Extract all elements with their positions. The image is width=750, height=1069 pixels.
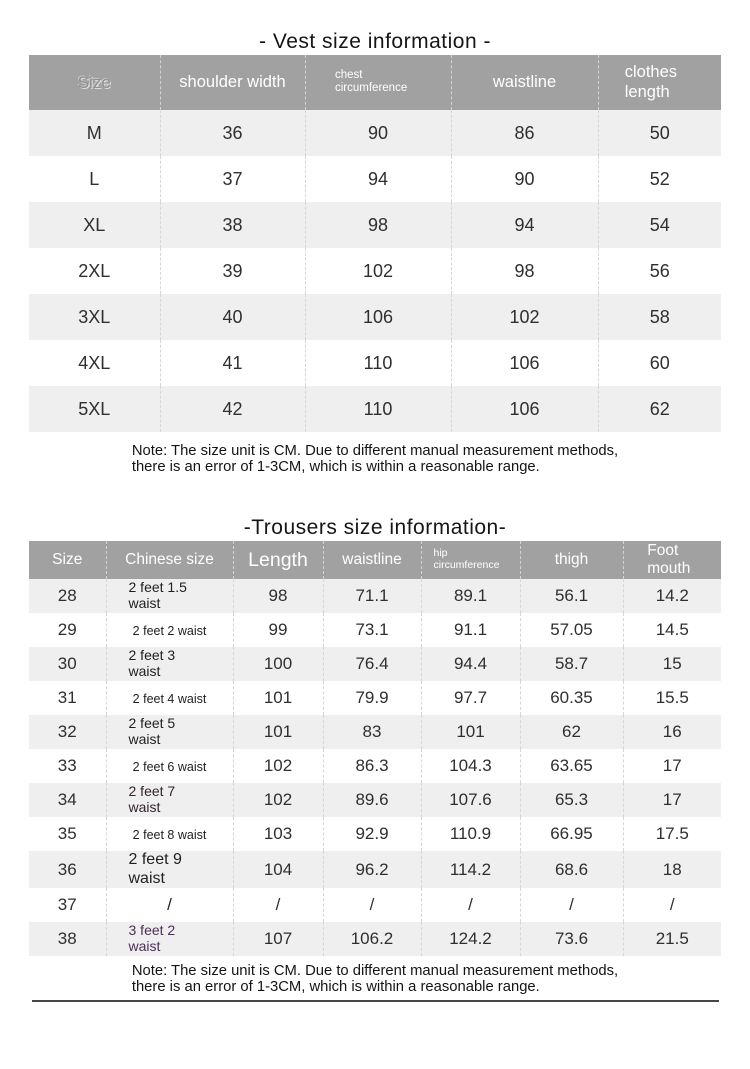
value-cell: 99 (233, 613, 323, 647)
chinese-size-cell: / (106, 888, 233, 922)
value-cell: 39 (160, 248, 305, 294)
trousers-table-header (29, 541, 721, 579)
column-header: Size (29, 541, 106, 579)
value-cell: 89.6 (323, 783, 421, 817)
value-cell: 107.6 (421, 783, 520, 817)
value-cell: 40 (160, 294, 305, 340)
value-cell: 90 (305, 110, 451, 156)
value-cell: 98 (451, 248, 598, 294)
trousers-section-title: -Trousers size information- (243, 516, 507, 539)
chinese-size-cell: 2 feet 6 waist (106, 749, 233, 783)
table-row (29, 340, 721, 386)
size-label-cell: 34 (29, 783, 106, 817)
value-cell: 73.6 (520, 922, 623, 956)
column-header: thigh (520, 541, 623, 579)
vest-table-body (29, 110, 721, 432)
value-cell: 38 (160, 202, 305, 248)
column-header: Chinese size (106, 541, 233, 579)
chinese-size-cell: 2 feet 1.5 waist (106, 579, 233, 613)
column-header: waistline (323, 541, 421, 579)
column-header: Size (29, 55, 160, 110)
value-cell: 86.3 (323, 749, 421, 783)
value-cell: 83 (323, 715, 421, 749)
value-cell: 60 (598, 340, 721, 386)
table-row (29, 715, 721, 749)
value-cell: 52 (598, 156, 721, 202)
value-cell: 124.2 (421, 922, 520, 956)
table-row (29, 681, 721, 715)
value-cell: 58 (598, 294, 721, 340)
value-cell: 62 (520, 715, 623, 749)
chinese-size-cell: 2 feet 9 waist (106, 851, 233, 888)
value-cell: 92.9 (323, 817, 421, 851)
value-cell: 54 (598, 202, 721, 248)
value-cell: 106 (451, 386, 598, 432)
value-cell: 101 (421, 715, 520, 749)
table-row (29, 851, 721, 888)
value-cell: 14.5 (623, 613, 721, 647)
table-row (29, 817, 721, 851)
trousers-note-line1: Note: The size unit is CM. Due to different manual measurement methods, (131, 963, 619, 980)
value-cell: 65.3 (520, 783, 623, 817)
size-label-cell: 35 (57, 824, 77, 844)
chinese-size-cell: 2 feet 4 waist (106, 681, 233, 715)
chinese-size-cell: 2 feet 5 waist (106, 715, 233, 749)
value-cell: 110 (305, 386, 451, 432)
value-cell: 104.3 (421, 749, 520, 783)
value-cell: 15 (623, 647, 721, 681)
value-cell: 114.2 (421, 851, 520, 888)
value-cell: 66.95 (520, 817, 623, 851)
header-row (29, 55, 721, 110)
size-label-cell: 28 (29, 579, 106, 613)
trousers-table-body (29, 579, 721, 956)
value-cell: 103 (233, 817, 323, 851)
value-cell: 17.5 (623, 817, 721, 851)
value-cell: 90 (451, 156, 598, 202)
table-row (29, 156, 721, 202)
trousers-note (0, 963, 750, 996)
value-cell: 94 (451, 202, 598, 248)
value-cell: 16 (623, 715, 721, 749)
value-cell: 102 (233, 749, 323, 783)
column-header: chest circumference (305, 55, 451, 110)
column-header: clothes length (598, 55, 721, 110)
value-cell: / (233, 888, 323, 922)
value-cell: 98 (233, 579, 323, 613)
trousers-size-table (29, 541, 721, 956)
value-cell: 89.1 (421, 579, 520, 613)
vest-size-table (29, 55, 721, 432)
column-header: Length (233, 541, 323, 579)
value-cell: 41 (160, 340, 305, 386)
value-cell: 101 (233, 715, 323, 749)
size-label-cell: 32 (29, 715, 106, 749)
value-cell: 62 (598, 386, 721, 432)
value-cell: 17 (623, 783, 721, 817)
table-row (29, 613, 721, 647)
value-cell: 42 (160, 386, 305, 432)
table-row (29, 202, 721, 248)
trousers-note-line2: there is an error of 1-3CM, which is within a reasonable range. (131, 979, 540, 996)
size-label-cell: 38 (29, 922, 106, 956)
value-cell: 79.9 (323, 681, 421, 715)
size-label-cell: 36 (29, 851, 106, 888)
size-label-cell: 5XL (29, 386, 160, 432)
value-cell: 102 (233, 783, 323, 817)
value-cell: 106 (305, 294, 451, 340)
value-cell: 37 (160, 156, 305, 202)
table-row (29, 110, 721, 156)
value-cell: 63.65 (520, 749, 623, 783)
value-cell: / (421, 888, 520, 922)
value-cell: 36 (160, 110, 305, 156)
chinese-size-cell: 3 feet 2 waist (106, 922, 233, 956)
vest-note-line2: there is an error of 1-3CM, which is within a reasonable range. (131, 459, 540, 475)
value-cell: 71.1 (323, 579, 421, 613)
value-cell: 94.4 (421, 647, 520, 681)
value-cell: 97.7 (421, 681, 520, 715)
value-cell: 104 (233, 851, 323, 888)
value-cell: 57.05 (520, 613, 623, 647)
value-cell: 17 (623, 749, 721, 783)
value-cell: 106.2 (323, 922, 421, 956)
value-cell: 101 (233, 681, 323, 715)
value-cell: 102 (451, 294, 598, 340)
size-label-cell: XL (29, 202, 160, 248)
value-cell: 110 (305, 340, 451, 386)
chinese-size-cell: 2 feet 3 waist (106, 647, 233, 681)
vest-table-header (29, 55, 721, 110)
column-header: Foot mouth (623, 541, 721, 579)
table-row (29, 647, 721, 681)
size-label-cell: 30 (29, 647, 106, 681)
value-cell: 50 (598, 110, 721, 156)
value-cell: 98 (305, 202, 451, 248)
value-cell: 18 (623, 851, 721, 888)
value-cell: 100 (233, 647, 323, 681)
size-label-cell: 2XL (78, 260, 111, 281)
size-label-cell: 3XL (29, 294, 160, 340)
size-label-cell: 33 (57, 756, 77, 776)
table-row (29, 783, 721, 817)
value-cell: 102 (305, 248, 451, 294)
chinese-size-cell: 2 feet 2 waist (106, 613, 233, 647)
value-cell: 60.35 (520, 681, 623, 715)
chinese-size-cell: 2 feet 8 waist (106, 817, 233, 851)
value-cell: 86 (451, 110, 598, 156)
value-cell: / (520, 888, 623, 922)
size-label-cell: L (89, 168, 100, 189)
value-cell: 110.9 (421, 817, 520, 851)
column-header: hip circumference (421, 541, 520, 579)
value-cell: / (323, 888, 421, 922)
table-row (29, 248, 721, 294)
value-cell: 68.6 (520, 851, 623, 888)
table-row (29, 888, 721, 922)
vest-section-title: - Vest size information - (259, 30, 491, 53)
value-cell: 94 (305, 156, 451, 202)
table-row (29, 579, 721, 613)
table-row (29, 294, 721, 340)
column-header: shoulder width (160, 55, 305, 110)
value-cell: 91.1 (421, 613, 520, 647)
table-row (29, 749, 721, 783)
vest-note (0, 443, 750, 476)
value-cell: / (623, 888, 721, 922)
value-cell: 73.1 (323, 613, 421, 647)
vest-note-line1: Note: The size unit is CM. Due to different manual measurement methods, (131, 443, 619, 459)
table-row (29, 386, 721, 432)
header-row (29, 541, 721, 579)
value-cell: 56 (598, 248, 721, 294)
chinese-size-cell: 2 feet 7 waist (106, 783, 233, 817)
value-cell: 76.4 (323, 647, 421, 681)
value-cell: 58.7 (520, 647, 623, 681)
column-header: waistline (451, 55, 598, 110)
value-cell: 56.1 (520, 579, 623, 613)
table-row (29, 922, 721, 956)
value-cell: 106 (451, 340, 598, 386)
value-cell: 21.5 (623, 922, 721, 956)
size-label-cell: 4XL (78, 352, 111, 373)
size-label-cell: M (29, 110, 160, 156)
value-cell: 14.2 (623, 579, 721, 613)
bottom-divider (32, 1000, 719, 1002)
size-label-cell: 31 (57, 688, 77, 708)
size-label-cell: 37 (57, 895, 77, 915)
value-cell: 15.5 (623, 681, 721, 715)
value-cell: 107 (233, 922, 323, 956)
size-label-cell: 29 (57, 620, 77, 640)
value-cell: 96.2 (323, 851, 421, 888)
